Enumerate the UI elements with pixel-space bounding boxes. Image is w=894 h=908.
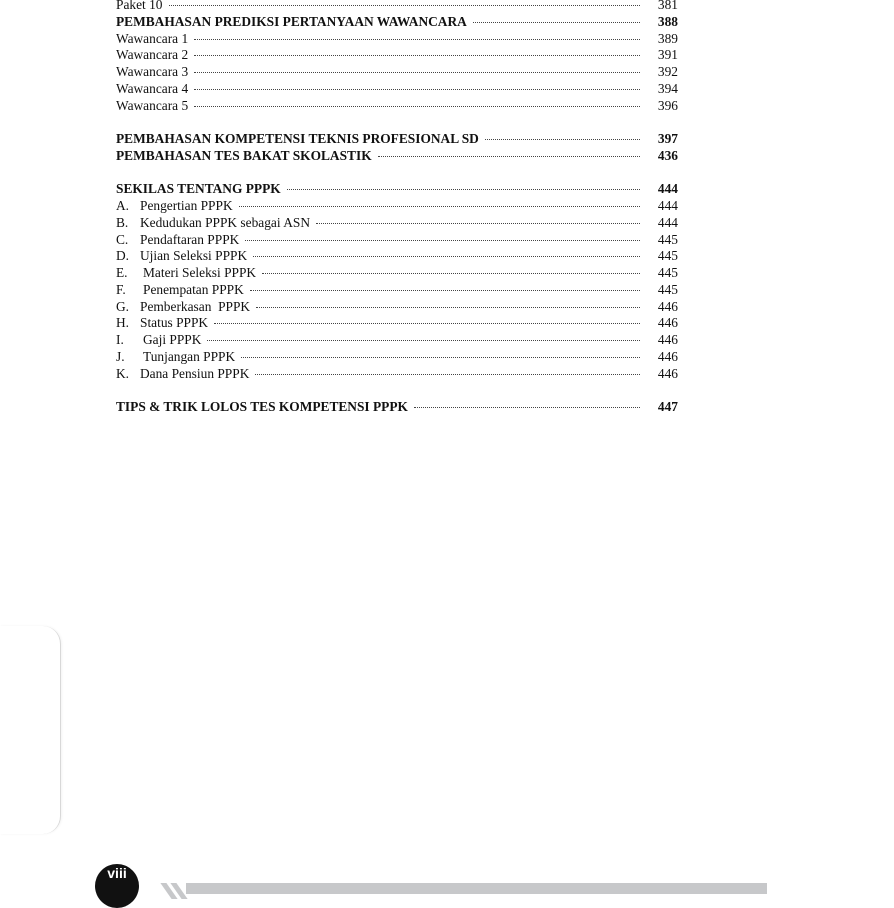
toc-entry-marker: E.: [116, 265, 128, 280]
toc-entry-page: 392: [657, 64, 678, 79]
toc-entry-label-group: [116, 81, 188, 98]
toc-entry-page: 391: [657, 47, 678, 63]
toc-entry-page: 446: [657, 365, 678, 381]
toc-entry-label-group: [116, 47, 188, 64]
toc-dot-leader: [378, 155, 640, 157]
toc-entry-page: 446: [657, 332, 678, 347]
toc-entry: [116, 131, 678, 148]
toc-entry-page: 446: [657, 348, 678, 364]
toc-entry-title: PEMBAHASAN KOMPETENSI TEKNIS PROFESIONAL SD: [116, 131, 479, 146]
toc-entry: [116, 315, 678, 332]
toc-entry: [116, 148, 678, 165]
toc-entry-marker: I.: [116, 332, 124, 347]
toc-entry-page: 396: [657, 97, 678, 113]
toc-entry-page: 389: [657, 30, 678, 46]
toc-entry-title: TIPS & TRIK LOLOS TES KOMPETENSI PPPK: [116, 399, 408, 414]
toc-entry: [116, 98, 678, 115]
toc-entry-title: Wawancara 5: [116, 97, 189, 113]
toc-entry-title: Wawancara 3: [116, 64, 189, 79]
toc-dot-leader: [239, 205, 640, 207]
toc-entry-page: 445: [657, 265, 678, 280]
toc-dot-leader: [214, 322, 640, 324]
toc-entry-title: Wawancara 1: [116, 30, 189, 46]
toc-entry: [116, 299, 678, 316]
toc-entry: [116, 265, 678, 282]
toc-entry-page: 394: [657, 80, 678, 96]
toc-entry-marker: A.: [116, 198, 130, 213]
page-number: viii: [107, 865, 127, 881]
toc-entry: [116, 248, 678, 265]
toc-entry-title: Pemberkasan PPPK: [140, 298, 251, 314]
toc-entry-page: 444: [657, 214, 678, 230]
toc-entry: [116, 215, 678, 232]
toc-entry-label-group: [116, 131, 479, 148]
toc-dot-leader: [287, 188, 640, 190]
toc-entry: [116, 31, 678, 48]
toc-entry-label-group: [116, 215, 310, 232]
toc-entry-marker: C.: [116, 231, 129, 247]
toc-entry-title: Tunjangan PPPK: [143, 348, 236, 364]
toc-dot-leader: [194, 88, 640, 90]
toc-dot-leader: [473, 21, 640, 23]
footer-bar: [186, 883, 767, 894]
toc-entry-label-group: [116, 332, 201, 349]
toc-entry: [116, 47, 678, 64]
toc-entry-marker: H.: [116, 315, 130, 331]
toc-entry-page: 446: [657, 315, 678, 331]
toc-dot-leader: [250, 289, 640, 291]
toc-entry-marker: K.: [116, 365, 130, 381]
toc-entry-page: 445: [657, 248, 678, 264]
toc-entry-label-group: [116, 282, 244, 299]
toc-entry-title: PEMBAHASAN TES BAKAT SKOLASTIK: [116, 147, 372, 163]
toc-entry: [116, 198, 678, 215]
toc-entry: [116, 232, 678, 249]
toc-entry-title: Penempatan PPPK: [143, 281, 244, 297]
toc-entry-title: Paket 10: [116, 0, 163, 12]
toc-entry-title: Dana Pensiun PPPK: [140, 365, 250, 381]
toc-entry: [116, 366, 678, 383]
toc-entry-page: 436: [657, 147, 678, 163]
toc-dot-leader: [262, 272, 640, 274]
toc-dot-leader: [194, 71, 640, 73]
toc-entry-label-group: [116, 181, 281, 198]
toc-entry-label-group: [116, 198, 233, 215]
toc-entry-title: Kedudukan PPPK sebagai ASN: [140, 214, 310, 230]
toc-entry-marker: F.: [116, 281, 126, 297]
toc-entry-label-group: [116, 315, 208, 332]
toc-entry-label-group: [116, 64, 188, 81]
toc-entry-label-group: [116, 0, 163, 14]
toc-dot-leader: [194, 54, 640, 56]
toc-dot-leader: [253, 255, 640, 257]
toc-dot-leader: [485, 138, 640, 140]
toc-entry-page: 388: [657, 13, 678, 29]
toc-entry-title: PEMBAHASAN PREDIKSI PERTANYAAN WAWANCARA: [116, 13, 467, 29]
toc-entry-page: 397: [657, 131, 678, 146]
toc-entry-page: 445: [657, 281, 678, 297]
toc-entry-page: 447: [657, 399, 678, 414]
toc-entry-page: 446: [657, 298, 678, 314]
toc-dot-leader: [194, 38, 640, 40]
toc-entry-marker: J.: [116, 348, 125, 364]
toc-entry-marker: G.: [116, 298, 130, 314]
toc-entry-label-group: [116, 366, 249, 383]
toc-dot-leader: [414, 406, 640, 408]
toc-entry: [116, 0, 678, 14]
toc-entry-page: 444: [657, 198, 678, 213]
toc-dot-leader: [169, 4, 641, 6]
toc-dot-leader: [245, 239, 640, 241]
toc-entry-title: Gaji PPPK: [143, 332, 202, 347]
toc-entry: [116, 399, 678, 416]
toc-dot-leader: [255, 373, 640, 375]
toc-entry-label-group: [116, 349, 235, 366]
toc-dot-leader: [194, 105, 640, 107]
toc-entry-label-group: [116, 14, 467, 31]
toc-entry-title: Wawancara 2: [116, 47, 189, 63]
toc-entry-title: Ujian Seleksi PPPK: [140, 248, 248, 264]
toc-entry-page: 444: [657, 181, 678, 197]
toc-entry: [116, 282, 678, 299]
toc-entry-marker: B.: [116, 214, 129, 230]
toc-entry: [116, 81, 678, 98]
toc-entry-title: Pendaftaran PPPK: [140, 231, 240, 247]
page-number-badge: [95, 864, 139, 908]
toc-entry-page: 381: [657, 0, 678, 12]
toc-entry-label-group: [116, 265, 256, 282]
toc-entry-marker: D.: [116, 248, 130, 264]
toc-entry-title: SEKILAS TENTANG PPPK: [116, 181, 281, 197]
toc-entry-page: 445: [657, 231, 678, 247]
toc-entry-label-group: [116, 399, 408, 416]
toc-entry-label-group: [116, 31, 188, 48]
toc-entry: [116, 14, 678, 31]
toc-entry: [116, 64, 678, 81]
toc-entry: [116, 332, 678, 349]
toc-entry-title: Wawancara 4: [116, 80, 189, 96]
toc-entry-label-group: [116, 299, 250, 316]
toc-entry-title: Materi Seleksi PPPK: [143, 265, 257, 280]
table-of-contents: [116, 0, 678, 416]
toc-dot-leader: [207, 339, 640, 341]
toc-entry-label-group: [116, 248, 247, 265]
toc-entry-title: Status PPPK: [140, 315, 209, 331]
toc-dot-leader: [241, 356, 640, 358]
toc-entry-label-group: [116, 232, 239, 249]
toc-entry-label-group: [116, 98, 188, 115]
toc-dot-leader: [316, 222, 640, 224]
side-tab: [0, 626, 61, 834]
toc-dot-leader: [256, 306, 640, 308]
toc-entry-title: Pengertian PPPK: [140, 198, 233, 213]
toc-entry: [116, 349, 678, 366]
toc-entry-label-group: [116, 148, 372, 165]
toc-entry: [116, 181, 678, 198]
